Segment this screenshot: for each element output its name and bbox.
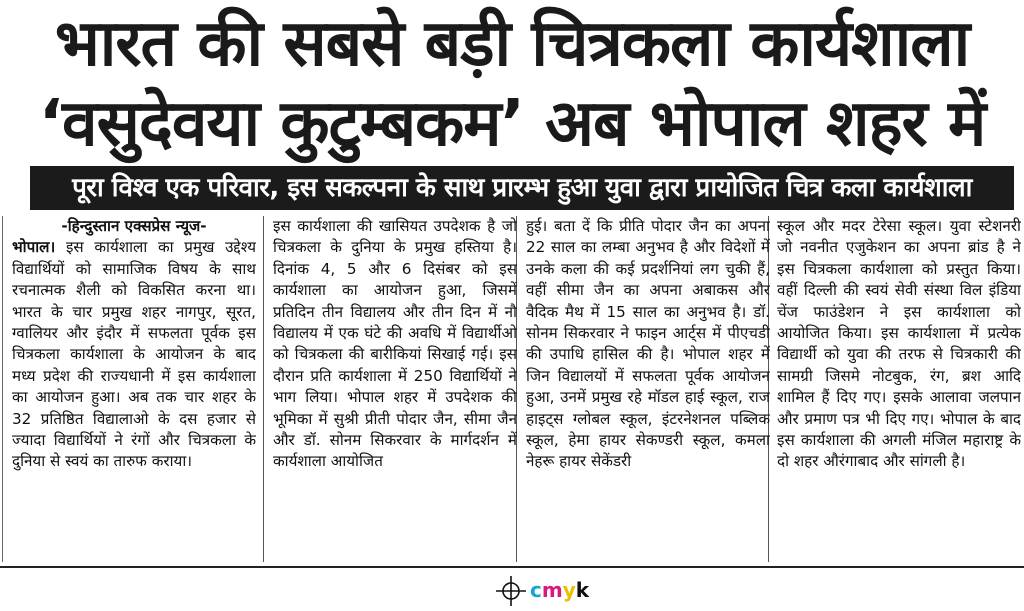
column-1-text: इस कार्यशाला का प्रमुख उद्देश्य विद्यार्थियों को सामाजिक विषय के साथ रचनात्मक शैली को विकसित करना था। भारत के चार प्रमुख शहर नागपुर, सूरत, ग्वालियर और इंदौर में सफलता पूर्वक इस चित्रकला कार्यशाला के आयोजन के बाद मध्य प्रदेश की राज्यधानी में इस कार्यशाला का आयोजन हुआ। अब तक चार शहर के 32 प्रतिष्ठित विद्यालाओ के दस हजार से ज्यादा विद्यार्थियों ने रंगों और चित्रकला के दुनिया से स्वयं का तारुफ कराया।: [12, 238, 256, 471]
crosshair-icon: [496, 576, 526, 606]
left-border: [2, 216, 3, 562]
column-3-text: हुई। बता दें कि प्रीति पोदार जैन का अपना 22 साल का लम्बा अनुभव है और विदेशों में उनके कला की कई प्रदर्शनियां लग चुकी हैं, वहीं सीमा जैन का अपना अबाकस और वैदिक मैथ में 15 साल का अनुभव है। डॉ. सोनम सिकरवार ने फाइन आर्ट्स में पीएचडी की उपाधि हासिल की है। भोपाल शहर में जिन विद्यालयों में सफलता पूर्वक आयोजन हुआ, उनमें प्रमुख रहे मॉडल हाई स्कूल, राज हाइट्स ग्लोबल स्कूल, इंटरनेशनल पब्लिक स्कूल, हेमा हायर सेकण्डरी स्कूल, कमला नेहरू हायर सेकेंडरी: [526, 217, 770, 471]
cmyk-registration-mark: [496, 574, 616, 608]
column-divider: [263, 216, 264, 562]
cmyk-label: cmyk: [530, 578, 590, 602]
article-column-1: [12, 216, 256, 562]
bottom-rule: [0, 566, 1024, 568]
article-column-2: [273, 216, 517, 562]
headline-line-2: ‘वसुदेवया कुटुम्बकम’ अब भोपाल शहर में: [38, 87, 986, 161]
headline-line-1: भारत की सबसे बड़ी चित्रकला कार्यशाला: [54, 7, 970, 81]
byline: -हिन्दुस्तान एक्सप्रेस न्यूज-: [61, 217, 207, 235]
dateline: भोपाल।: [12, 238, 56, 257]
column-4-text: स्कूल और मदर टेरेसा स्कूल। युवा स्टेशनरी जो नवनीत एजुकेशन का अपना ब्रांड है ने इस चित्रकला कार्यशाला को प्रस्तुत किया। वहीं दिल्ली की स्वयं सेवी संस्था विल इंडिया चेंज फाउंडेशन ने इस कार्यशाला को आयोजित किया। इस कार्यशाला में प्रत्येक विद्यार्थी को युवा की तरफ से चित्रकारी की सामग्री जिसमे नोटबुक, रंग, ब्रश आदि शामिल हैं दिए गए। इसके आलावा जलपान और प्रमाण पत्र भी दिए गए। भोपाल के बाद इस कार्यशाला की अगली मंजिल महाराष्ट्र के दो शहर औरंगाबाद और सांगली है।: [777, 217, 1021, 471]
column-2-text: इस कार्यशाला की खासियत उपदेशक है जो चित्रकला के दुनिया के प्रमुख हस्तिया है। दिनांक 4, 5 और 6 दिसंबर को इस कार्यशाला का आयोजन हुआ, जिसमें प्रतिदिन तीन विद्यालय और तीन दिन में नौ विद्यालय में एक घंटे की अवधि में विद्यार्थीओ को चित्रकला की बारीकियां सिखाई गई। इस दौरान प्रति कार्यशाला में 250 विद्यार्थियों ने भाग लिया। भोपाल शहर में उपदेशक की भूमिका में सुश्री प्रीती पोदार जैन, सीमा जैन और डॉ. सोनम सिकरवार के मार्गदर्शन में कार्यशाला आयोजित: [273, 217, 517, 471]
subheadline-bar: पूरा विश्व एक परिवार, इस सकल्पना के साथ प्रारम्भ हुआ युवा द्वारा प्रायोजित चित्र कला कार्यशाला: [30, 166, 1014, 210]
article-column-4: [777, 216, 1021, 562]
article-column-3: [526, 216, 770, 562]
